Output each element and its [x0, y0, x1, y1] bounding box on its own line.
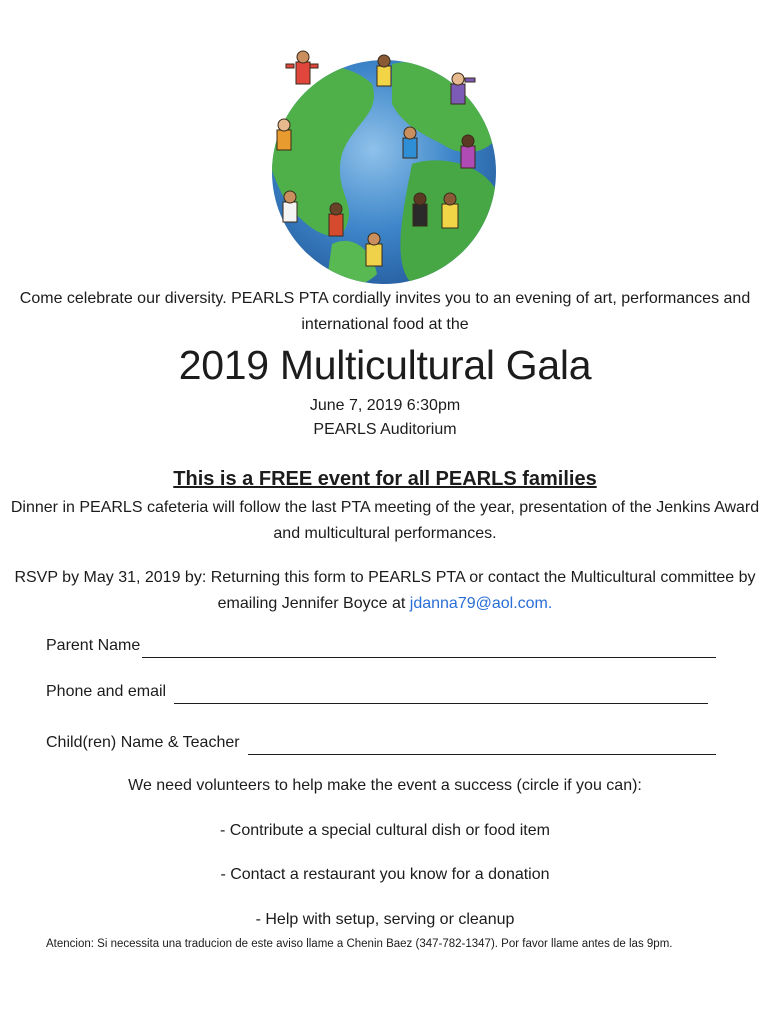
dinner-text: Dinner in PEARLS cafeteria will follow the last PTA meeting of the year, presentation of the Jenkins Award and multicultural performances.	[10, 499, 760, 542]
globe-with-children-illustration	[262, 44, 506, 288]
volunteers-heading: We need volunteers to help make the event a success (circle if you can):	[128, 777, 642, 794]
parent-name-line[interactable]	[142, 639, 716, 658]
children-teacher-field[interactable]	[46, 731, 716, 755]
rsvp-instructions: RSVP by May 31, 2019 by: Returning this form to PEARLS PTA or contact the Multicultural committee by emailing Jennifer Boyce at	[14, 569, 756, 612]
volunteer-option[interactable]: - Help with setup, serving or cleanup	[255, 911, 515, 928]
parent-name-field[interactable]	[46, 634, 716, 658]
spanish-translation-note: Atencion: Si necessita una traducion de este aviso llame a Chenin Baez (347-782-1347). Por favor llame antes de las 9pm.	[46, 938, 673, 950]
volunteer-option[interactable]: - Contribute a special cultural dish or food item	[220, 822, 550, 839]
phone-email-label: Phone and email	[46, 683, 167, 700]
phone-email-field[interactable]	[46, 680, 708, 704]
children-teacher-line[interactable]	[248, 736, 716, 755]
globe-icon	[262, 44, 506, 288]
children-teacher-label: Child(ren) Name & Teacher	[46, 734, 240, 751]
page-title: 2019 Multicultural Gala	[178, 342, 592, 388]
rsvp-email-link[interactable]: jdanna79@aol.com.	[409, 595, 553, 612]
intro-text: Come celebrate our diversity. PEARLS PTA cordially invites you to an evening of art, performances and international food at the	[19, 290, 751, 333]
free-event-heading: This is a FREE event for all PEARLS families	[173, 468, 597, 490]
event-location: PEARLS Auditorium	[313, 421, 457, 438]
volunteer-option[interactable]: - Contact a restaurant you know for a donation	[220, 866, 550, 883]
event-datetime: June 7, 2019 6:30pm	[309, 397, 461, 414]
event-details	[0, 394, 770, 442]
phone-email-line[interactable]	[174, 685, 708, 704]
parent-name-label: Parent Name	[46, 637, 141, 654]
rsvp-text	[0, 565, 770, 617]
